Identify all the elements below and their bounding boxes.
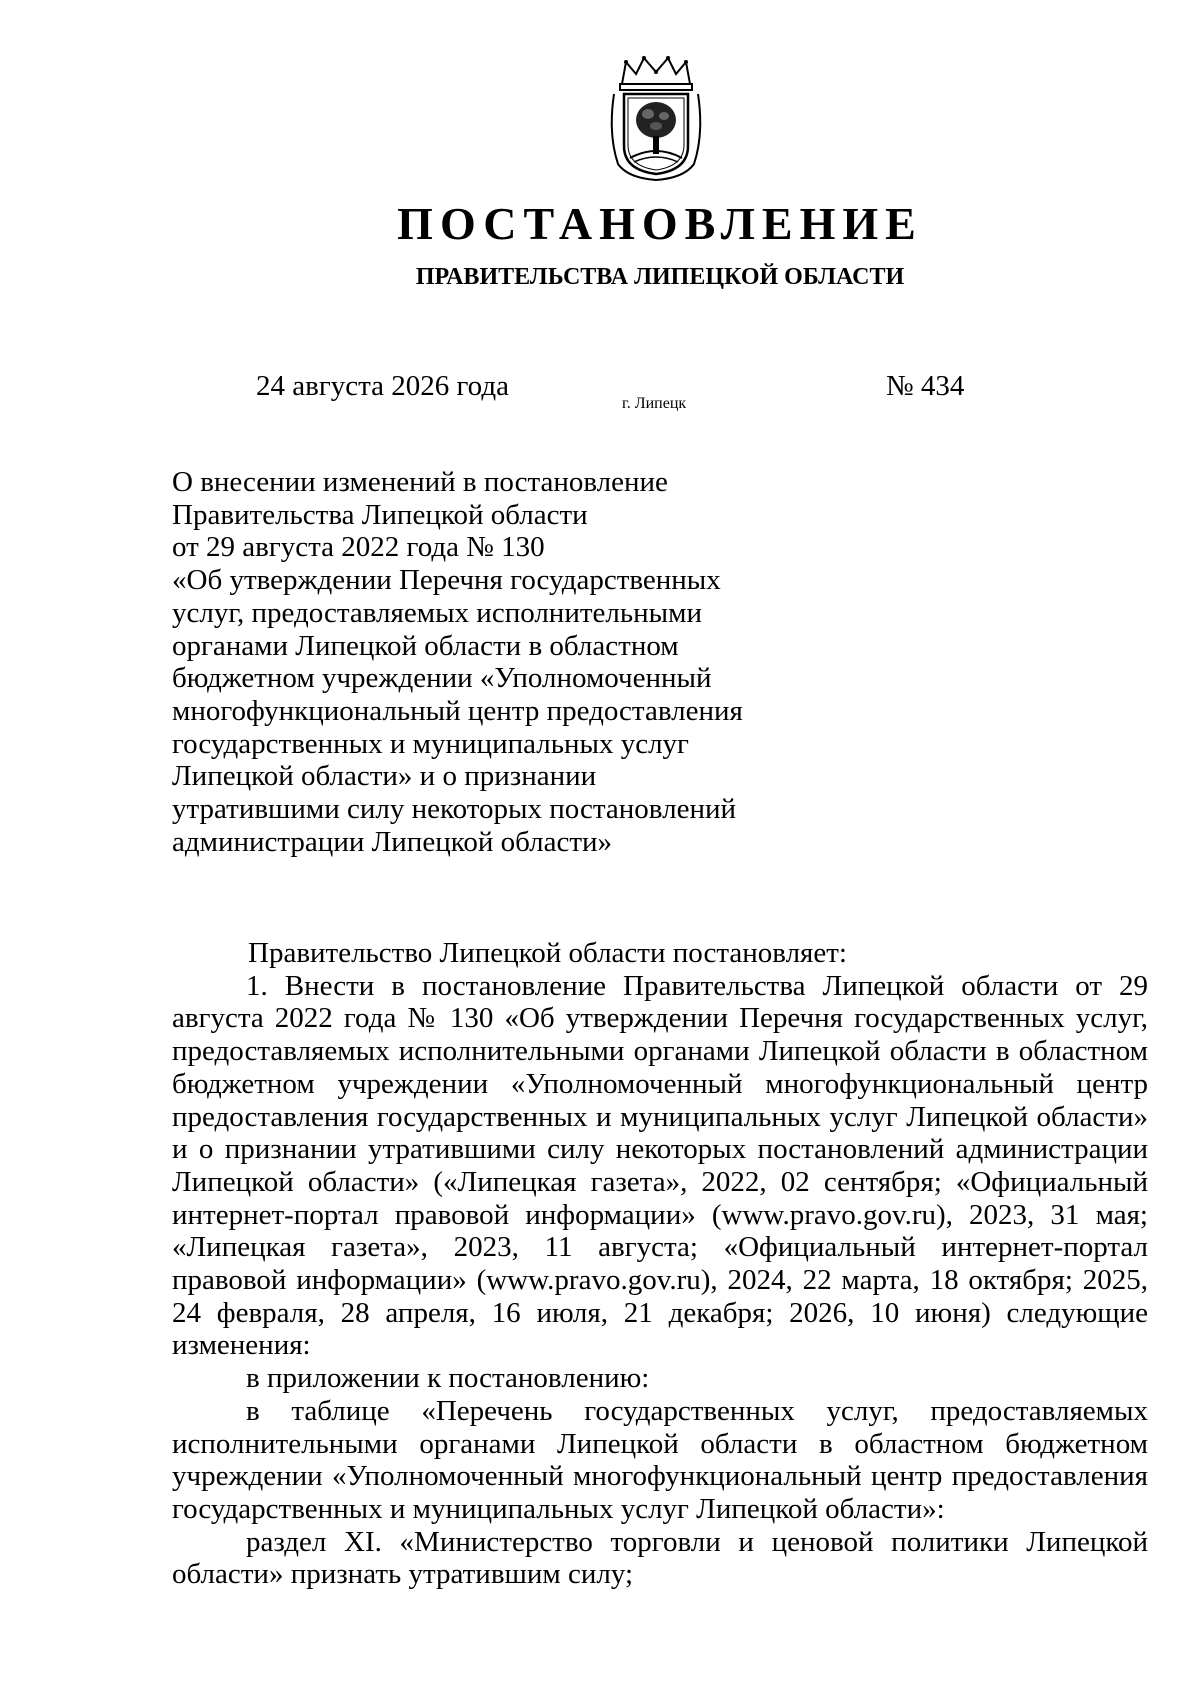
document-subtitle: ПРАВИТЕЛЬСТВА ЛИПЕЦКОЙ ОБЛАСТИ [415,264,905,290]
heading-line: Правительства Липецкой области [172,498,588,531]
document-heading [172,466,872,858]
body-paragraph-1: 1. Внести в постановление Правительства Липецкой области от 29 августа 2022 года № 130 «Об утверждении Перечня государственных услуг, предоставляемых исполнительными органами Липецкой области в областном бюджетном учреждении «Уполномоченный многофункциональный центр предоставления государственных и муниципальных услуг Липецкой области» и о признании утратившими силу некоторых постановлений администрации Липецкой области» («Липецкая газета», 2022, 02 сентября; «Официальный интернет-портал правовой информации» (www.pravo.gov.ru), 2023, 31 мая; «Липецкая газета», 2023, 11 августа; «Официальный интернет-портал правовой информации» (www.pravo.gov.ru), 2024, 22 марта, 18 октября; 2025, 24 февраля, 28 апреля, 16 июля, 21 декабря; 2026, 10 июня) следующие изменения: [172,969,1148,1362]
heading-line: бюджетном учреждении «Уполномоченный [172,662,712,695]
body-paragraph-2: в приложении к постановлению: [246,1362,650,1395]
heading-line: О внесении изменений в постановление [172,466,668,498]
heading-line: услуг, предоставляемых исполнительными [172,596,702,629]
body-intro: Правительство Липецкой области постановляет: [248,937,847,969]
body-paragraph-4: раздел XI. «Министерство торговли и ценовой политики Липецкой области» признать утратившим силу; [172,1525,1148,1591]
heading-line: администрации Липецкой области» [172,825,613,858]
heading-line: органами Липецкой области в областном [172,629,679,662]
heading-line: государственных и муниципальных услуг [172,727,689,760]
heading-line: «Об утверждении Перечня государственных [172,564,721,597]
document-number: № 434 [886,370,965,402]
coat-of-arms-emblem [608,54,704,182]
body-paragraph-3: в таблице «Перечень государственных услуг, предоставляемых исполнительными органами Липецкой области в областном бюджетном учреждении «Уполномоченный многофункциональный центр предоставления государственных и муниципальных услуг Липецкой области»: [172,1394,1148,1525]
document-body [172,937,1148,1591]
heading-line: от 29 августа 2022 года № 130 [172,531,545,564]
heading-line: многофункциональный центр предоставления [172,694,743,727]
heading-line: Липецкой области» и о признании [172,760,597,793]
document-title: ПОСТАНОВЛЕНИЕ [397,198,923,249]
document-city: г. Липецк [622,395,687,412]
heading-line: утратившими силу некоторых постановлений [172,793,737,826]
document-date: 24 августа 2026 года [256,370,509,402]
